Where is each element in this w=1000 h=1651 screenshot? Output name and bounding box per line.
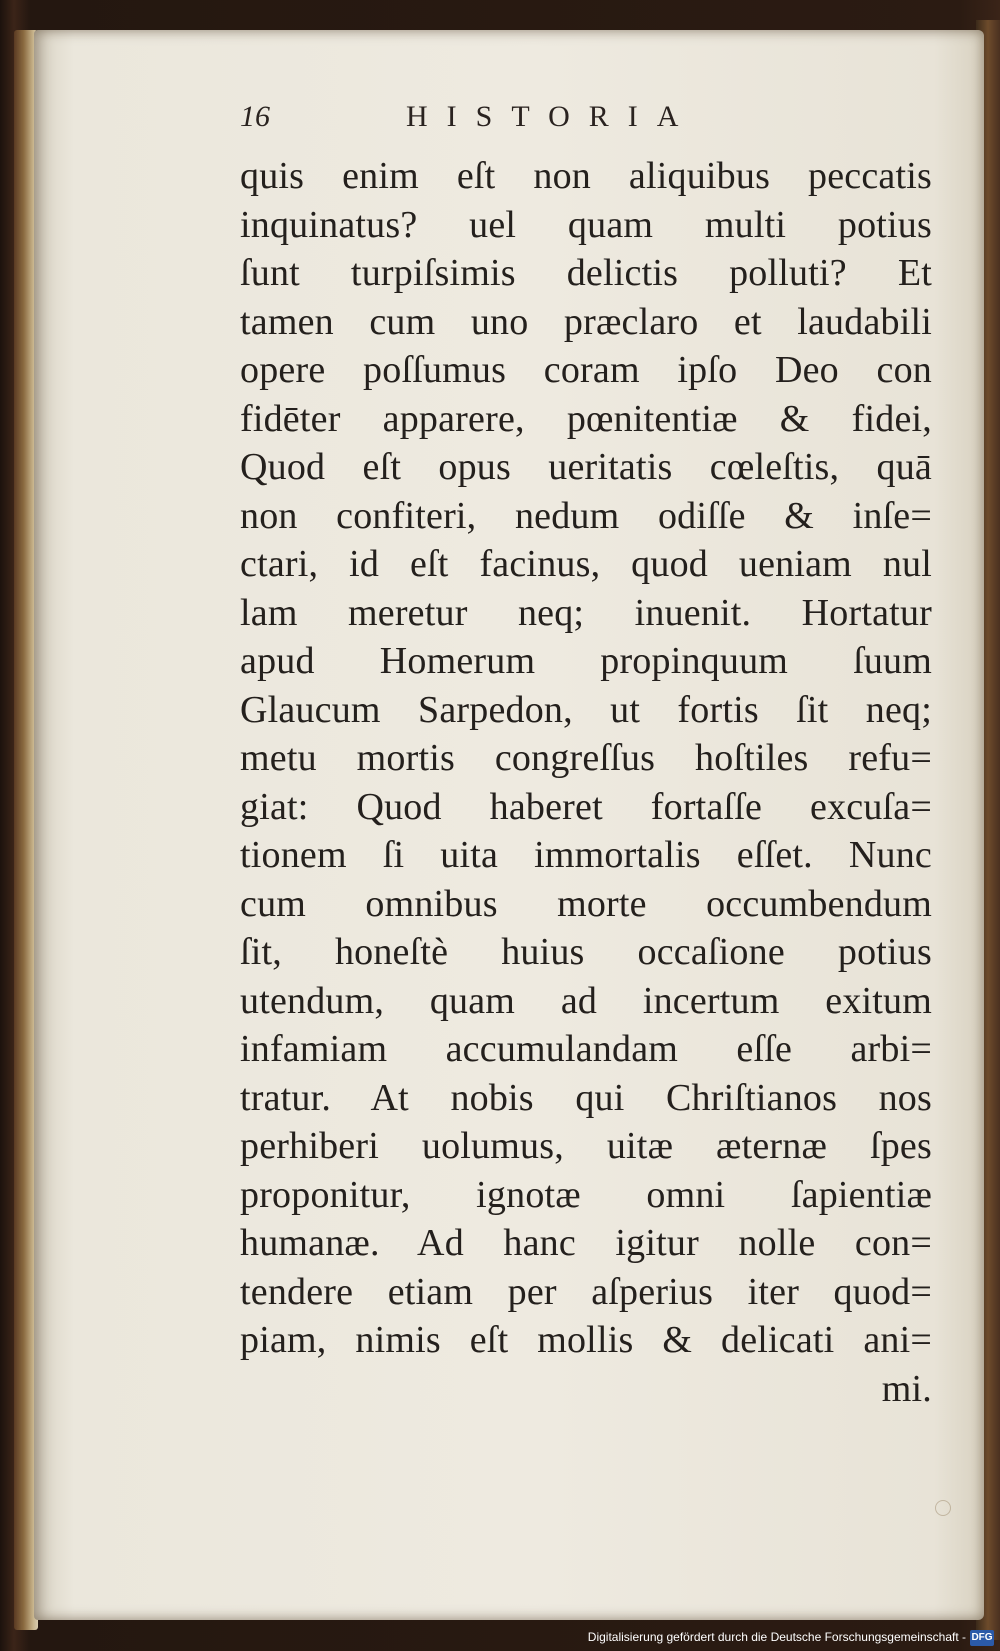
text-line: proponitur, ignotæ omni ſapientiæ (240, 1173, 932, 1216)
page-header (240, 100, 800, 144)
text-line: ctari, id eſt facinus, quod ueniam nul (240, 543, 932, 585)
text-line: cum omnibus morte occumbendum (240, 882, 932, 925)
text-line: giat: Quod haberet fortaſſe excuſa= (240, 785, 932, 828)
text-line: perhiberi uolumus, uitæ æternæ ſpes (240, 1125, 932, 1167)
text-line: ſit, honeſtè huius occaſione potius (240, 931, 932, 973)
running-head: HISTORIA (406, 100, 698, 133)
text-line: fidēter apparere, pœnitentiæ & fidei, (240, 397, 932, 440)
text-line: tionem ſi uita immortalis eſſet. Nunc (240, 834, 932, 876)
dfg-logo: DFG (970, 1630, 994, 1646)
text-line: inquinatus? uel quam multi potius (240, 203, 932, 246)
text-line: lam meretur neq; inuenit. Hortatur (240, 591, 932, 634)
text-line: utendum, quam ad incertum exitum (240, 979, 932, 1022)
text-line: tamen cum uno præclaro et laudabili (240, 300, 932, 343)
text-line: Quod eſt opus ueritatis cœleſtis, quā (240, 446, 932, 488)
text-line: piam, nimis eſt mollis & delicati ani= (240, 1319, 932, 1361)
paper-stain (935, 1500, 951, 1516)
text-line: ſunt turpiſsimis delictis polluti? Et (240, 252, 932, 294)
text-line: tendere etiam per aſperius iter quod= (240, 1270, 932, 1313)
text-line-last: mi. (881, 1367, 932, 1410)
text-line: Glaucum Sarpedon, ut fortis ſit neq; (240, 688, 932, 731)
digitization-credit: Digitalisierung gefördert durch die Deutsche Forschungsgemeinschaft - (587, 1630, 966, 1644)
text-line: non confiteri, nedum odiſſe & inſe= (240, 494, 932, 537)
text-line: humanæ. Ad hanc igitur nolle con= (240, 1222, 932, 1264)
text-line: metu mortis congreſſus hoſtiles refu= (240, 737, 932, 779)
body-text (240, 152, 932, 1413)
text-line: infamiam accumulandam eſſe arbi= (240, 1028, 932, 1070)
text-line: quis enim eſt non aliquibus peccatis (240, 155, 932, 197)
text-line: tratur. At nobis qui Chriſtianos nos (240, 1076, 932, 1119)
text-line: apud Homerum propinquum ſuum (240, 640, 932, 682)
page-number: 16 (240, 100, 270, 133)
text-line: opere poſſumus coram ipſo Deo con (240, 349, 932, 391)
